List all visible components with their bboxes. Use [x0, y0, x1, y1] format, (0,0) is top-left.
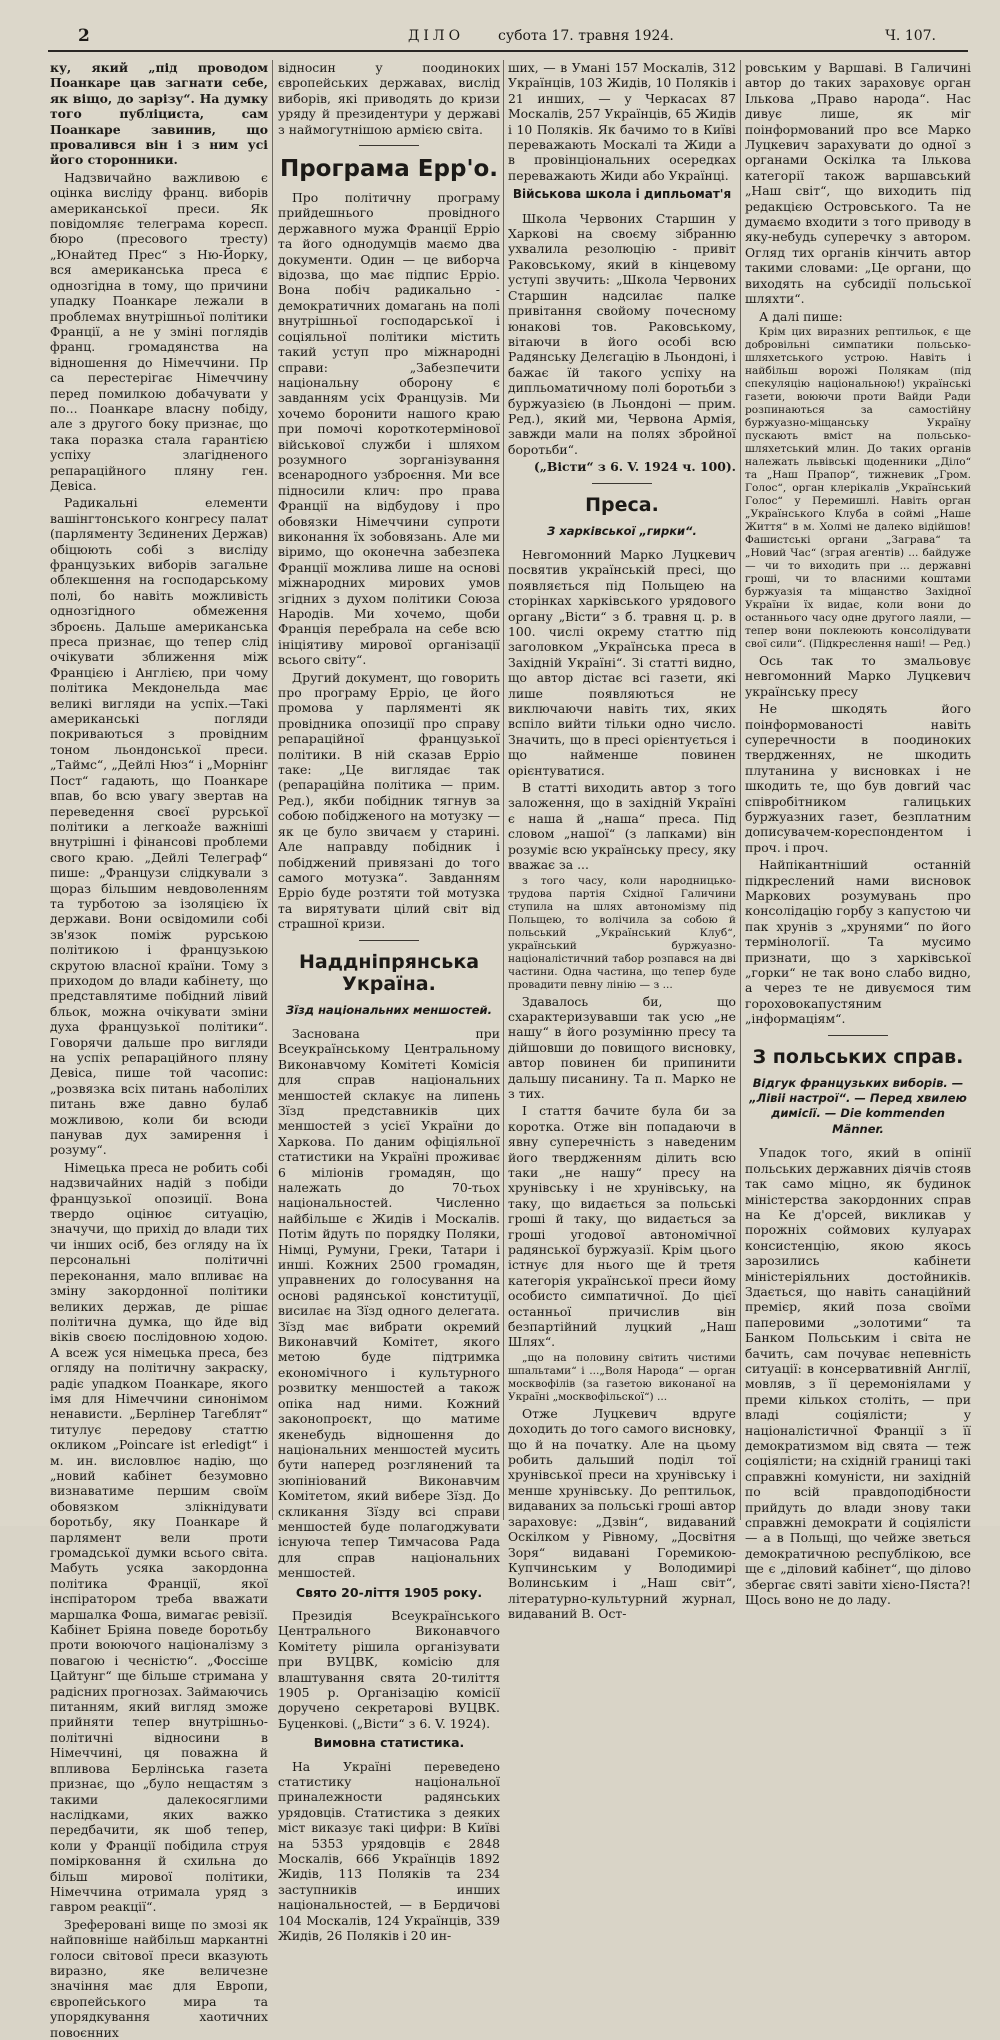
article-title: З польських справ. — [752, 1045, 964, 1068]
separator — [592, 483, 652, 484]
paragraph: Найпікантніший останній підкреслений нами висновок Маркових розумувань про консолідацію горбу з капустою чи пак хрунів з „хрунями“ по його термінології. Та мусимо признати, що з харківської „горки“ не так воно слабо видно, а через те не дивуємося тим гороховокапустяним „інформаціям“. — [745, 857, 971, 1027]
paragraph: Надзвичайно важливою є оцінка висліду франц. виборів американської преси. Як повідомляє телеграма коресп. бюро (пресового тресту) „Юнайтед Прес“ з Ню-Йорку, вся американська преса є однозгідна в тому, що причини упадку Поанкаре лежали в проблемах внутрішньої політики Франції, а не у зміні поглядів франц. громадянства на відношення до Німеччини. Пр са перестерігає Німеччину перед помилкою добачувати у по... Поанкаре власну побіду, але з другого боку признає, що така поразка стала гарантією успіху злагідненого репараційного пляну ген. Девіса. — [50, 169, 268, 493]
paragraph: відносин у поодиноких європейських державах, вислід виборів, які приводять до кризи уряду й президентури у державі з наймогутнішою армією світа. — [278, 60, 500, 137]
article-subtitle: Свято 20-ліття 1905 року. — [295, 1584, 483, 1600]
quote-note: Крім цих виразних рептильок, є ще добровільні симпатики польсько-шляхетського устрою. Навіть і найбільш ворожі Полякам (під спекуляцію національною!) українські газети, воюючи проти Вайди Ради розпинаються за самостійну буржуазно-міщанську Україну пускають вміст на польсько-шляхетський млин. До таких органів належать львівські щоденники „Діло“ та „Наш Прапор“, тижневик „Гром. Голос“, орган клерікалів „Український Голос“ у Перемишлі. Навіть орган „Українського Клуба в соймі „Наше Життя“ в м. Холмі не далеко відійшов! Фашистські органи „Заграва“ та „Новий Час“ (зграя агентів) ... байдуже — чи то виходить при ... державні гроші, чи то власними коштами буржуазія та міщанство Західної України їх видає, коли вони до останнього часу одне другого лаяли, — тепер вони поклеюють консолідувати свої сили“. (Підкреслення наші! — Ред.) — [745, 325, 971, 650]
column-rule — [272, 60, 273, 1520]
page-number: 2 — [78, 26, 90, 46]
column-rule — [503, 60, 504, 1520]
paragraph: Другий документ, що говорить про програму Ерріо, це його промова у парляменті як провідника опозиції про справу репараційної французької політики. В ній сказав Ерріо таке: „Це виглядає так (репараційна політика — прим. Ред.), якби побідник тягнув за собою побідженого на мотузку — як це було звичаєм у старині. Але направду побідник і побіджений привязані до того самого мотузка“. Завданням Ерріо буде розтяти той мотузка та вирятувати цілий світ від страшної кризи. — [278, 669, 500, 932]
paragraph: Не шкодять його поінформованості навіть суперечности в поодиноких твердженнях, не шкодить плутанина у висновках і не шкодить те, що був довгий час співробітником галицьких буржуазних газет, безплатним дописувачем-кореспондентом і проч. і проч. — [745, 701, 971, 855]
paragraph: Про політичну програму прийдешнього провідного державного мужа Франції Ерріо та його однодумців маємо два документи. Один — це виборча відозва, що має підпис Ерріо. Вона побіч радикально - демократичних домагань на полі внутрішньої господарської і соціяльної політики містить такий уступ про міжнародні справи: „Забезпечити національну оборону є завданням усіх Французів. Ми хочемо боронити нашого краю при помочі короткотермінової військової служби і шляхом розумного зорганізування всенародного узброєння. Ми все підносили клич: про права Франції на відбудову і про обовязки Німеччини супроти виконання їх зобовязань. Але ми віримо, що оконечна забезпека Франції можлива лише на основі міжнародних мирових умов згідних з духом політики Союза Народів. Ми хочемо, щоби Франція перебрала на себе всю ініціятиву мирової організації всього світу“. — [278, 190, 500, 668]
article-subtitle: Зїзд національних меншостей. — [286, 1002, 492, 1017]
masthead — [48, 22, 968, 52]
paragraph: ших, — в Умані 157 Москалів, 312 Українців, 103 Жидів, 10 Поляків і 21 инших, — у Черкасах 87 Москалів, 257 Українців, 65 Жидів і 10 Поляків. Як бачимо то в Київі переважають Москалі та Жиди а в провінціональних осередках переважають Жиди або Українці. — [508, 60, 736, 183]
separator — [359, 940, 419, 941]
article-subtitle: Військова школа і дипльомат'я — [512, 187, 732, 202]
source-note: („Вісти“ з 6. V. 1924 ч. 100). — [533, 459, 736, 475]
paragraph: Заснована при Всеукраїнському Центральному Виконавчому Комітеті Комісія для справ національних меншостей склакує на липень Зїзд представників цих меншостей з усієї України до Харкова. По даним офіціяльної статистики на Україні проживає 6 міліонів громадян, що належать до 70-тьох національностей. Численно найбільше є Жидів і Москалів. Потім йдуть по порядку Поляки, Німці, Румуни, Греки, Татари і инші. Кожних 2500 громадян, управнених до голосування на основі радянської конституції, висилає на Зїзд одного делегата. Зїзд має вибрати окремий Виконавчий Комітет, якого метою буде підтримка економічного і культурного розвитку меншостей а також опіка над ними. Кожний законопроєкт, що матиме якенебудь відношення до національних меншостей мусить бути наперед розглянений та зюпініований Виконавчим Комітетом, який вибере Зїзд. До скликання Зїзду всі справи меншостей буде полагоджувати існуюча тепер Тимчасова Рада для справ національних меншостей. — [278, 1025, 500, 1581]
paragraph: Невгомонний Марко Луцкевич посвятив українській пресі, що появляється під Польщею на сторінках харківського урядового органу „Вісти“ з б. травня ц. р. в 100. числі окрему статтю під заголовком „Українська преса в Західній Україні“. Зі статті видно, що автор дістає всі газети, які лише появляються не виключаючи навіть тих, яких вспіло вийти тільки одно число. Значить, що в пресі орієнтується і що найменше повинен орієнтуватися. — [508, 546, 736, 778]
column-1 — [50, 60, 268, 2040]
paragraph: В статті виходить автор з того заложення, що в західній Україні є наша й „наша“ преса. Під словом „нашої“ (з лапками) він розуміє всю українську пресу, яку вважає за ... — [508, 780, 736, 873]
issue-date: субота 17. травня 1924. — [498, 28, 674, 44]
quote-note: з того часу, коли народницько-трудова партія Східної Галичини ступила на шлях автономізму під Польщею, то волічила за собою й польський „Український Клуб“, український буржуазно-націоналістичний табор розпався на дві частини. Одна частина, що тепер буде провадити певну лінію — з ... — [508, 874, 736, 991]
issue-number: Ч. 107. — [885, 28, 936, 44]
paragraph: Здавалось би, що схарактеризувавши так усю „не нашу“ в його розумінню пресу та дійшовши до повищого висновку, автор повинен би припинити дальшу писанину. Та п. Марко не з тих. — [508, 993, 736, 1101]
newspaper-title: ДІЛО — [408, 28, 465, 44]
quote-note: „що на половину світить чистими шпальтами“ і ...„Воля Народа“ — орган москвофілів (за газетою виконаної на Україні „москвофільскої“) ... — [508, 1351, 736, 1403]
paragraph: Радикальні елементи вашінгтонського конгресу палат (парляменту Зєдинених Держав) обіцюють собі з висліду французьких виборів загальне облекшення на господарському полі, бо навіть можливість однозгідного обмеження зброєнь. Дальше американська преса признає, що тепер слід очікувати зближення між Францією і Англією, при чому політика Мекдонельда має великі вигляди на успіх.—Такі американські погляди покриваються з провідним тоном льондонської преси. „Таймс“, „Дейлі Нюз“ і „Морнінг Пост“ гадають, що Поанкаре впав, бо всю увагу звертав на переведення своєї рурської політики а легкоažе важніші внутрішні і фінансові проблеми свого краю. „Дейлі Телеграф“ пише: „Французи слідкували з щораз більшим невдоволенням та турботою за ізоляцією їх держави. Вони освідомили собі зв'язок поміж рурською політикою і французькою скрутою власної країни. Тому з приходом до влади кабінету, що представлятиме побідний лівий бльок, можна очікувати зміни духа французької політики“. Говорячи дальше про вигляди на успіх репараційного пляну Девіса, пише той часопис: „розвязка всіх питань наболілих питань вже давно булаб можливою, коли би всюди панував дух замирення і розуму“. — [50, 495, 268, 1158]
paragraph: На Україні переведено статистику національної приналежности радянських урядовців. Статистика з деяких міст виказує такі цифри: В Київі на 5353 урядовців є 2848 Москалів, 666 Українців 1892 Жидів, 113 Поляків та 234 заступників инших національностей, — в Бердичові 104 Москалів, 124 Українців, 339 Жидів, 26 Поляків і 20 ин- — [278, 1758, 500, 1944]
paragraph: І стаття бачите була би за коротка. Отже він попадаючи в явну суперечність з наведеним його твердженням ділить всю таки „не нашу“ пресу на хрунівську і не хрунівську, на таку, що видається за польські гроші й таку, що видається за гроші угодової автономічної радянської буржуазії. Крім цього істнує для нього ще й третя категорія української преси йому особисто симпатичної. До цієї останньої причислив він безпартійний луцкий „Наш Шлях“. — [508, 1103, 736, 1350]
article-title: Преса. — [585, 493, 659, 516]
paragraph: ровським у Варшаві. В Галичині автор до таких зараховує орган Ількова „Право народа“. Нас дивує лише, як міг поінформований про все Марко Луцкевич зарахувати до одної з органами Оскілка та Ількова категорії також варшавський „Наш світ“, що виходить під редакцією Островського. Та не думаємо входити з того приводу в яку-небудь суперечку з автором. Огляд тих органів кінчить автор такими словами: „Це органи, що виходять на субсидії польської шляхти“. — [745, 60, 971, 307]
paragraph: Зреферовані вище по змозі як найповніше найбільш маркантні голоси світової преси вказують виразно, яке величезне значіння має для Европи, європейського мира та упорядкування хаотичних повоєнних — [50, 1916, 268, 2040]
column-2 — [278, 60, 500, 1944]
paragraph: Президія Всеукраїнського Центрального Виконавчого Комітету рішила організувати при ВУЦВК, комісію для влаштування свята 20-тиліття 1905 р. Організацію комісії доручено секретарові ВУЦВК. Буценкові. („Вісти“ з 6. V. 1924). — [278, 1607, 500, 1731]
paragraph: Ось так то змальовує невгомонний Марко Луцкевич українську пресу — [745, 652, 971, 699]
article-subtitle: Вимовна статистика. — [313, 1735, 465, 1751]
article-title: Наддніпрянська Україна. — [298, 950, 480, 995]
column-4 — [745, 60, 971, 1608]
article-subtitle: З харківської „гирки“. — [547, 523, 697, 538]
column-3 — [508, 60, 736, 1622]
paragraph: ку, який „під проводом Поанкаре цав загнати себе, як віщо, до зарізу“. На думку того публіциста, сам Поанкаре завинив, що провалився він і з ним усі його сторонники. — [50, 60, 268, 168]
paragraph: Упадок того, який в опінії польських державних діячів стояв так само міцно, як будинок міністерства закордонних справ на Ке д'орсей, викликав у порожніх соймових кулуарах консистенцію, якою якось зарозились кабінети міністеріяльних достойників. Здається, що навіть санаційний премієр, який поза своїми паперовими „золотими“ та Банком Польським і світа не бачить, сам почуває непевність ситуації: в консервативній Англії, мовляв, з її церемоніялами у преми кількох століть, — при владі соціялісти; у націоналістичної Франції з її демократизмом від свята — теж соціялісти; на східній границі такі справжні комуністи, ни західній по всій правдоподібности прийдуть до влади знову таки справжні демократи й соціялісти — а в Польщі, що чейже зветься демократичною республікою, все ще є „діловий кабінет“, що ділово збергає святі завіти хієно-Пяста?! Щось воно не до ладу. — [745, 1145, 971, 1608]
article-subtitle: Відгук французьких виборів. — „Лівіі настрої“. — Перед хвилею димісії. — Die kommenden Männer. — [749, 1075, 967, 1136]
separator — [828, 1035, 888, 1036]
paragraph: Отже Луцкевич вдруге доходить до того самого висновку, що й на початку. Але на цьому робить дальший поділ тої хрунівської преси на хрунівську і менше хрунівську. До рептильок, видаваних за польські гроші автор зараховує: „Дзвін“, видаваний Оскілком у Рівному, „Досвітня Зоря“ видавані Горемикою-Купчинським у Володимирі Волинським і „Наш світ“, літературно-культурний журнал, видаваний В. Ост- — [508, 1405, 736, 1622]
paragraph: Німецька преса не робить собі надзвичайних надій з побіди французької опозиції. Вона твердо оцінює ситуацію, значучи, що прихід до влади тих чи інших осіб, без огляду на їх персональні політичні переконання, мало впливає на зміну закордонної політики великих держав, де рішає політична думка, що йде від віків своєю послідовною ходою. А всеж уся німецька преса, без огляду на політичну закраску, радіє упадком Поанкаре, якого імя для Німеччини синонімом ненависти. „Берлінер Тагеблят“ титулує передову статтю окликом „Poincare ist erledigt“ і м. ин. висловлює надію, що „новий кабінет безумовно визнаватиме першим своїм обовязком злікнідувати боротьбу, яку Поанкаре й парлямент вели проти громадської думки всього світа. Мабуть усяка закордонна політика Франції, якої інспіратором треба вважати маршалка Фоша, вимагає ревізії. Кабінет Бріяна поведе боротьбу проти воюючого націоналізму з повагою і чесністю“. „Фоссіше Цайтунг“ ще більше стримана у радісних прогнозах. Займаючись питанням, який вигляд зможе прийняти тепер внутрішньо-політичні відносини в Німеччині, ця поважна й впливова Берлінська газета признає, що „було нещастям з такими далекосяглими наслідками, яких важко передбачити, як шоб тепер, коли у Франції побідила струя помірковання й схильна до більш мирової політики, Німеччина отримала уряд з гавром реакції“. — [50, 1159, 268, 1915]
separator — [359, 145, 419, 146]
article-title: Програма Ерр'о. — [279, 156, 499, 183]
column-rule — [740, 60, 741, 1520]
paragraph: А далі пише: — [759, 308, 843, 324]
paragraph: Школа Червоних Старшин у Харкові на своєму зібранню ухвалила резолюцію - привіт Раковському, який в кінцевому уступі звучить: „Школа Червоних Старшин надсилає палке привітання свойому почесному юнакові тов. Раковському, вітаючи в його особі всю Радянську Делєгацію в Льондоні, і бажає їй такого успіху на дипльоматичному полі боротьби з буржуазією (в Льондоні — прим. Ред.), який ми, Червона Армія, завжди мали на полях збройної боротьби“. — [508, 210, 736, 457]
